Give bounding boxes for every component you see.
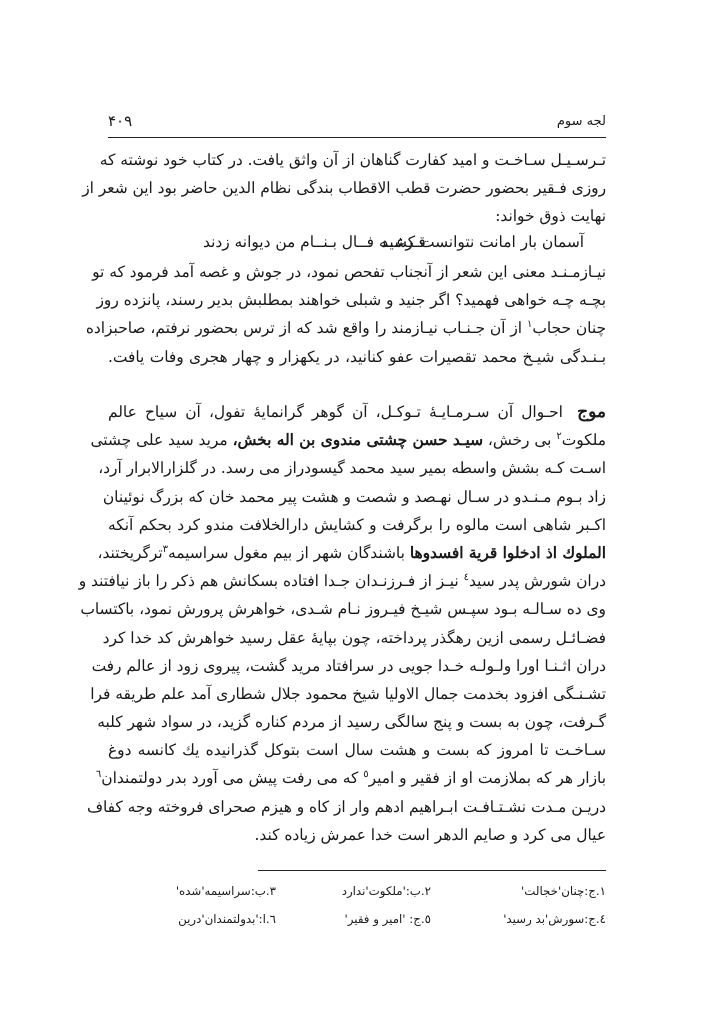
text-span: دران شورش پدر سید [468,572,606,591]
entry-moj [78,398,606,849]
footnote: ٤.ج:سورش'بد رسید' [503,912,606,926]
footnote: ٦.ا:'بدولتمندان'درین [178,912,276,926]
footnote: ٥.ج: 'امیر و فقیر' [344,912,431,926]
footnote-mark: ٣ [162,543,169,555]
text-line: عیال می کرد و صایم الدهر است خدا عمرش زیاده کند. [254,825,606,844]
text-line [78,567,606,595]
verse-hemistich-2: قـرعــه فــال بـنــام من دیوانه زدند [203,233,426,251]
footnote-row [108,912,606,940]
chapter-title: لجه سوم [556,114,606,129]
text-line: دریـن مـدت نشـتـافـت ابـراهیم ادهم وار از کاه و هیزم صحرای فروخته وجه کفاف [87,797,606,816]
person-name: سیـد حسن چشتی مندوی بن اله بخش، [232,431,483,450]
paragraph-1 [82,146,606,231]
text-span: چنان حجاب$^١$ از آن جـنـاب نیـازمند را واقع شد که از ترس بحضور نرفتم، صاحبزاده [85,319,606,338]
footnote-row [108,884,606,912]
text-span: بازار هر که بملازمت او از فقیر و امیر [368,769,606,788]
arabic-quote: الملوك اذ ادخلوا قرية افسدوها [409,543,606,562]
text-line: روزی فـقیر بحضور حضرت قطب الاقطاب بندگی نظام الدین حاضر بود این شعر از [82,179,606,198]
footnote-mark: ١ [526,319,533,331]
verse-couplet [108,229,606,257]
footnote: ٣.ب:سراسیمه'شده' [175,884,276,898]
verse-hemistich-1: آسمان بار امانت نتوانست کشید [381,233,584,251]
text-line: فضـائـل رسمی ازین رهگذر پرداخته، چون بپایهٔ عقل رسید خواهرش کد خدا کرد [102,628,606,647]
paragraph-2 [85,258,606,371]
text-span: ترگریختند، [97,543,163,562]
text-line: بـنـدگی شیـخ محمد تقصیرات عفو کنانید، در یکهزار و چهار هجری وفات یافت. [108,347,606,366]
text-span: بی رخش، [487,431,552,450]
footnote-mark: ٥ [363,769,369,781]
header-rule [108,137,606,138]
text-line: وی ده سـالـه بـود سپـس شیـخ فیـروز نـام شـدی، خواهرش پرورش نمود، باکتساب [80,600,606,619]
text-line: نهایت ذوق خواند: [495,207,606,226]
footnote-rule [258,870,606,871]
text-line: تشـنـگی افزود بخدمت جمال الاولیا شیخ محمود جلال شطاری آمد علم طریقه فرا [90,684,606,703]
footnote-mark: ٦ [95,769,102,781]
text-span: که می رفت پیش می آورد بدر دولتمندان [101,769,359,788]
text-line: زاد بـوم مـنـدو در سـال نهـصد و شصت و هشت پیر محمد خان که بزرگ نوئینان [102,487,606,506]
page-number: ۴۰۹ [108,112,133,130]
footnote-mark: ٤ [463,572,469,583]
text-span: مرید سید علی چشتی [90,431,228,450]
text-line: سـاخـت تا امروز که بست و هشت سال است بتوکل گذرانیده یك کانسه دوغ [108,741,606,760]
text-line [90,426,606,454]
text-span: احـوال آن سـرمـایـهٔ تـوکـل، آن گوهر گرانمایهٔ تفول، آن سیاح عالم [108,403,563,421]
text-line: نیـازمـنـد معنی این شعر از آنجناب تفحص نمود، در جوش و غصه آمد فرمود که تو [92,263,606,281]
text-span: نیـز از فـرزنـدان جـدا افتاده بسکانش هم ذکر را باز نیافتند و [78,572,459,591]
text-line [97,539,606,567]
text-line: اسـت کـه بشش واسطه بمیر سید محمد گیسودراز می رسد. در گلزارالابرار آرد، [98,459,606,478]
footnote-mark: ٢ [556,431,562,443]
text-line [95,764,606,792]
entry-heading: موج [577,402,606,422]
text-span: ملکوت [561,431,606,450]
footnote: ٢.ب:'ملکوت'ندارد [341,884,431,898]
text-line: گـرفت، چون به بست و پنج سالگی رسید از مردم کناره گزید، در سواد شهر کلبه [97,713,606,732]
footnote: ١.ج:چنان'خجالت' [521,884,606,898]
text-line: اکـبر شاهی است مالوه را برگرفت و کشایش دارالخلافت مندو کرد بحکم آنکه [108,515,606,534]
text-line: بچـه چـه خواهی فهمید؟ اگر جنید و شبلی خواهند بمطلبش بدیر رسند، پانزده روز [96,291,606,310]
text-line: دران اثـنـا اورا ولـولـه خـدا جویی در سرافتاد مرید گشت، پیروی زود از عالم رفت [91,656,606,675]
footnotes [108,884,606,940]
text-line [108,398,606,426]
running-head [108,112,606,136]
text-line: تـرسـیـل سـاخـت و امید کفارت گناهان از آن واثق یافت. در کتاب خود نوشته که [99,151,606,169]
text-span: باشندگان شهر از بیم مغول سراسیمه [168,543,405,562]
text-line [85,314,606,342]
